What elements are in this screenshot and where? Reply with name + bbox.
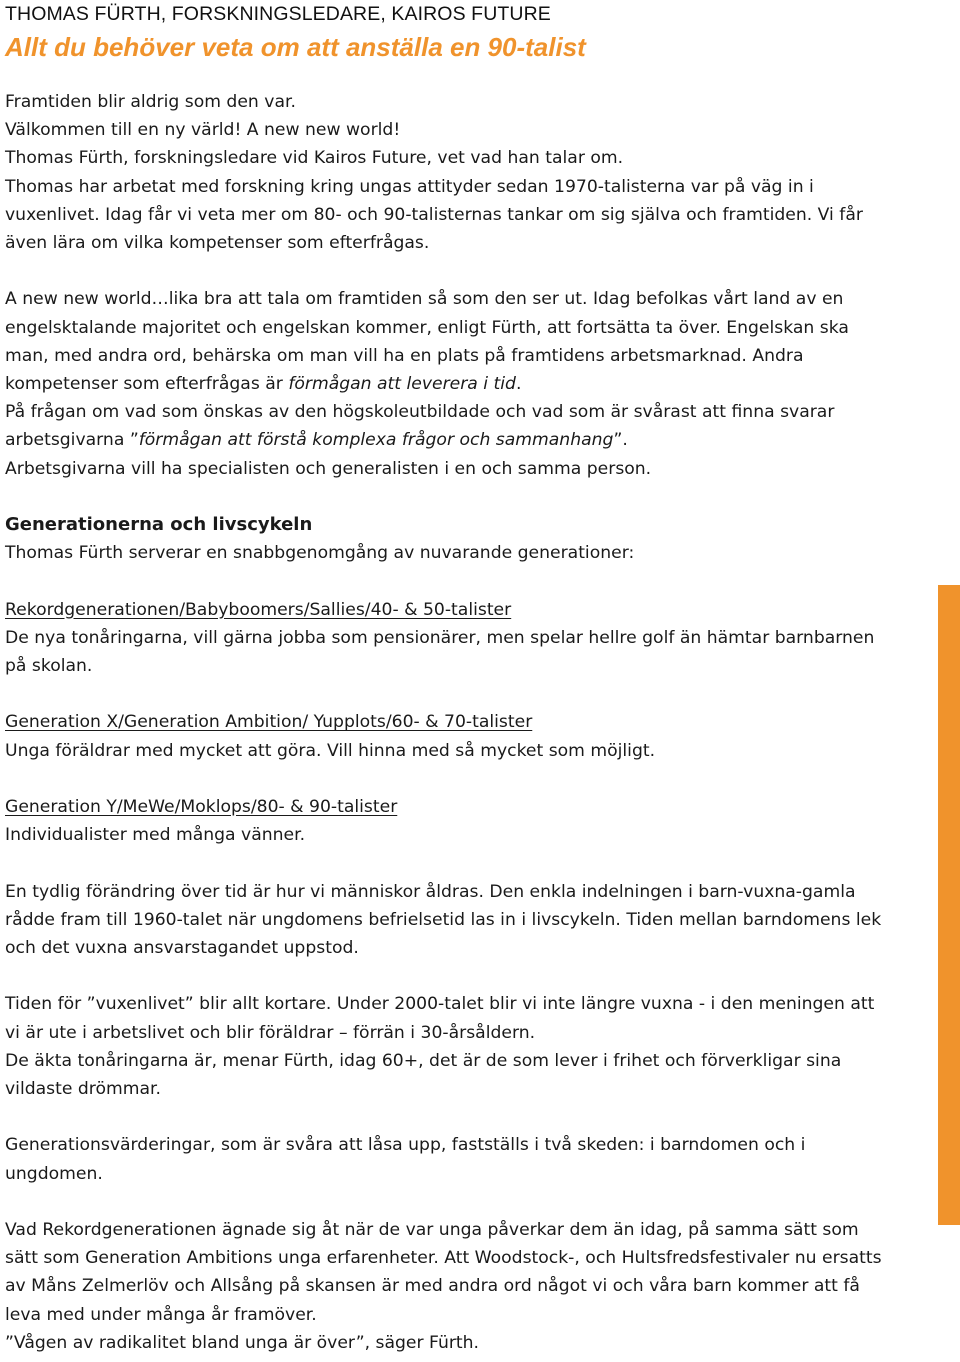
- closing-quote: ”Vågen av radikalitet bland unga är över”, säger Fürth.: [5, 1332, 480, 1353]
- generation-desc-2: Unga föräldrar med mycket att göra. Vill hinna med så mycket som möjligt.: [5, 740, 656, 761]
- generation-title-3: Generation Y/MeWe/Moklops/80- & 90-talister: [5, 797, 398, 817]
- p2-end: .: [515, 374, 522, 395]
- intro-line-1: Framtiden blir aldrig som den var.: [5, 92, 296, 112]
- generation-title-1: Rekordgenerationen/Babyboomers/Sallies/40- & 50-talister: [5, 599, 512, 620]
- generation-title-2: Generation X/Generation Ambition/ Yupplots/60- & 70-talister: [5, 712, 533, 733]
- intro-line-2: Välkommen till en ny värld! A new new world!: [5, 120, 401, 141]
- generation-desc-1: De nya tonåringarna, vill gärna jobba som pensionärer, men spelar hellre golf än hämtar barnbarnen på skolan.: [5, 627, 875, 677]
- article-body: [5, 88, 885, 1357]
- paragraph-woodstock: Vad Rekordgenerationen ägnade sig åt när de var unga påverkar dem än idag, på samma sätt som sätt som Generation Ambitions unga erfarenheter. Att Woodstock-, och Hultsfredsfestivaler nu ersatts av Måns Zelmerlöv och Allsång på skansen är med andra ord något vi och våra barn kommer att få leva med under många år framöver.: [5, 1219, 882, 1325]
- headline: Allt du behöver veta om att anställa en 90-talist: [5, 32, 586, 62]
- p2b-end: ”.: [613, 430, 628, 451]
- paragraph-values: Generationsvärderingar, som är svåra att låsa upp, fastställs i två skeden: i barndomen och i ungdomen.: [5, 1135, 806, 1184]
- section-lead: Thomas Fürth serverar en snabbgenomgång av nuvarande generationer:: [5, 543, 635, 564]
- section-heading: Generationerna och livscykeln: [5, 514, 313, 536]
- paragraph-adulthood: Tiden för ”vuxenlivet” blir allt kortare. Under 2000-talet blir vi inte längre vuxna - i den meningen att vi är ute i arbetslivet och blir föräldrar – förrän i 30-årsåldern.: [5, 994, 875, 1043]
- paragraph-employers: [5, 398, 885, 454]
- paragraph-english: [5, 285, 885, 398]
- intro-line-3: Thomas Fürth, forskningsledare vid Kairos Future, vet vad han talar om.: [5, 148, 624, 169]
- intro-line-4: Thomas har arbetat med forskning kring ungas attityder sedan 1970-talisterna var på väg in i vuxenlivet. Idag får vi veta mer om 80- och 90-talisternas tankar om sig själva och framtiden. Vi får även lära om vilka kompetenser som efterfrågas.: [5, 176, 863, 254]
- p2b-text: På frågan om vad som önskas av den högskoleutbildade och vad som är svårast att finna svarar arbetsgivarna ”: [5, 402, 835, 451]
- paragraph-teenagers: De äkta tonåringarna är, menar Fürth, idag 60+, det är de som lever i frihet och förverkligar sina vildaste drömmar.: [5, 1050, 842, 1099]
- paragraph-specialist: Arbetsgivarna vill ha specialisten och generalisten i en och samma person.: [5, 458, 652, 479]
- p2-text: A new new world…lika bra att tala om framtiden så som den ser ut. Idag befolkas vårt land av en engelsktalande majoritet och engelskan kommer, enligt Fürth, att fortsätta ta över. Engelskan ska man, med andra ord, behärska om man vill ha en plats på framtidens arbetsmarknad. Andra kompetenser som efterfrågas är: [5, 289, 849, 395]
- p2-emphasis: förmågan att leverera i tid: [288, 374, 516, 395]
- kicker: THOMAS FÜRTH, FORSKNINGSLEDARE, KAIROS FUTURE: [5, 3, 551, 25]
- accent-bar: [938, 585, 960, 1225]
- generation-desc-3: Individualister med många vänner.: [5, 825, 306, 846]
- p2b-emphasis: förmågan att förstå komplexa frågor och sammanhang: [138, 430, 614, 451]
- paragraph-aging: En tydlig förändring över tid är hur vi människor åldras. Den enkla indelningen i barn-vuxna-gamla rådde fram till 1960-talet när ungdomens befrielsetid las in i livscykeln. Tiden mellan barndomens lek och det vuxna ansvarstagandet uppstod.: [5, 881, 882, 958]
